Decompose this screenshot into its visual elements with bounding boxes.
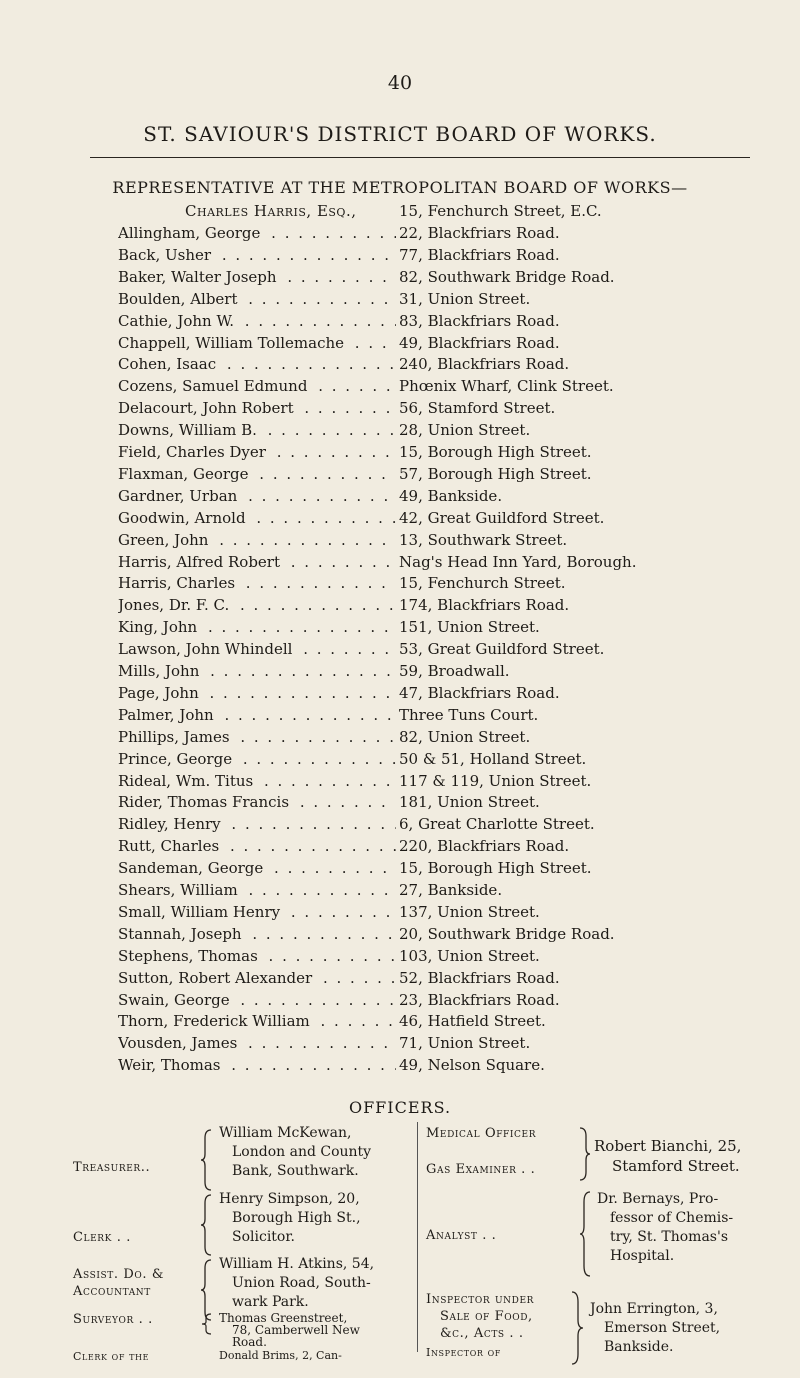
member-name-text: Page, John (118, 684, 203, 702)
member-row (0, 443, 800, 464)
member-name (118, 377, 396, 395)
member-row (0, 509, 800, 530)
medical-officer-label: Medical Officer (426, 1126, 537, 1141)
member-row (0, 312, 800, 333)
member-name (118, 509, 396, 527)
member-name-text: Baker, Walter Joseph (118, 268, 281, 286)
analyst-line-2: fessor of Chemis- (610, 1210, 734, 1226)
member-name-text: Palmer, John (118, 706, 218, 724)
treasurer-label: Treasurer.. (73, 1160, 151, 1175)
member-name-text: King, John (118, 618, 201, 636)
member-name (118, 334, 396, 352)
member-name-text: Cozens, Samuel Edmund (118, 377, 311, 395)
member-address: 137, Union Street. (399, 902, 540, 921)
treasurer-line-3: Bank, Southwark. (232, 1163, 359, 1179)
member-address: 28, Union Street. (399, 421, 531, 440)
member-name-text: Stannah, Joseph (118, 925, 246, 943)
member-name-text: Boulden, Albert (118, 290, 242, 308)
member-name (118, 443, 396, 461)
member-address: 52, Blackfriars Road. (399, 968, 560, 987)
representative-address: 15, Fenchurch Street, E.C. (399, 202, 602, 220)
section-heading-officers: OFFICERS. (348, 1098, 452, 1117)
analyst-brace (579, 1190, 593, 1278)
member-name-text: Mills, John (118, 662, 203, 680)
member-address: 240, Blackfriars Road. (399, 355, 570, 374)
member-row (0, 881, 800, 902)
member-name (118, 925, 396, 943)
gas-examiner-label: Gas Examiner . . (426, 1162, 536, 1177)
member-row (0, 815, 800, 836)
assistant-line-2: Union Road, South- (232, 1275, 371, 1291)
member-name-text: Rider, Thomas Francis (118, 793, 293, 811)
clerk-label: Clerk . . (73, 1230, 131, 1245)
member-row (0, 662, 800, 683)
clerk-line-2: Borough High St., (232, 1210, 361, 1226)
member-name-text: Flaxman, George (118, 465, 253, 483)
member-address: 82, Union Street. (399, 727, 531, 746)
member-row (0, 684, 800, 705)
member-address: Three Tuns Court. (399, 705, 539, 724)
member-row (0, 574, 800, 595)
member-name (118, 596, 396, 614)
member-name-text: Harris, Charles (118, 574, 239, 592)
member-name-text: Sutton, Robert Alexander (118, 969, 316, 987)
member-row (0, 991, 800, 1012)
member-name (118, 1056, 396, 1074)
member-name-text: Phillips, James (118, 728, 234, 746)
member-name (118, 553, 396, 571)
member-name-text: Weir, Thomas (118, 1056, 225, 1074)
member-name (118, 531, 396, 549)
assistant-clerk-label-2: Accountant (73, 1284, 151, 1299)
inspector-line-1: John Errington, 3, (590, 1301, 718, 1317)
member-address: 15, Borough High Street. (399, 859, 592, 878)
section-heading-representative: REPRESENTATIVE AT THE METROPOLITAN BOARD OF WORKS— (112, 178, 688, 197)
member-address: 174, Blackfriars Road. (399, 596, 570, 615)
clerk-of-works-label-1: Clerk of the (73, 1350, 150, 1363)
member-name-text: Field, Charles Dyer (118, 443, 270, 461)
member-row (0, 465, 800, 486)
member-name (118, 290, 396, 308)
inspector-food-label-3: &c., Acts . . (440, 1326, 524, 1341)
member-address: 220, Blackfriars Road. (399, 837, 570, 856)
member-name-text: Rideal, Wm. Titus (118, 772, 257, 790)
member-address: 103, Union Street. (399, 946, 540, 965)
member-name-text: Swain, George (118, 991, 234, 1009)
inspector-line-2: Emerson Street, (604, 1320, 721, 1336)
member-name (118, 991, 396, 1009)
inspector-food-label-1: Inspector under (426, 1292, 534, 1307)
member-row (0, 1012, 800, 1033)
member-name (118, 662, 396, 680)
surveyor-line-3: Road. (232, 1335, 267, 1349)
member-row (0, 947, 800, 968)
member-address: 151, Union Street. (399, 618, 540, 637)
analyst-line-3: try, St. Thomas's (610, 1229, 729, 1245)
member-address: 42, Great Guildford Street. (399, 508, 605, 527)
member-address: 31, Union Street. (399, 289, 531, 308)
member-address: 49, Bankside. (399, 486, 503, 505)
assistant-clerk-label-1: Assist. Do. & (73, 1267, 164, 1282)
member-address: 77, Blackfriars Road. (399, 245, 560, 264)
member-address: 181, Union Street. (399, 793, 540, 812)
member-name-text: Allingham, George (118, 224, 264, 242)
page-number: 40 (387, 72, 413, 94)
surveyor-line-2: 78, Camberwell New (232, 1323, 360, 1337)
treasurer-line-2: London and County (232, 1144, 372, 1160)
member-name (118, 399, 396, 417)
member-name (118, 881, 396, 899)
member-row (0, 640, 800, 661)
member-row (0, 290, 800, 311)
member-address: 20, Southwark Bridge Road. (399, 924, 615, 943)
member-name (118, 903, 396, 921)
member-row (0, 772, 800, 793)
member-name (118, 465, 396, 483)
inspector-food-label-2: Sale of Food, (440, 1309, 533, 1324)
member-name (118, 837, 396, 855)
member-name-text: Sandeman, George (118, 859, 267, 877)
member-name (118, 355, 396, 373)
member-address: 15, Borough High Street. (399, 443, 592, 461)
surveyor-label: Surveyor . . (73, 1312, 153, 1327)
member-address: 71, Union Street. (399, 1034, 531, 1053)
member-name-text: Thorn, Frederick William (118, 1012, 314, 1030)
member-row (0, 1034, 800, 1055)
member-name (118, 947, 396, 965)
clerk-line-3: Solicitor. (232, 1229, 295, 1245)
member-name-text: Back, Usher (118, 246, 215, 264)
member-name-text: Gardner, Urban (118, 487, 241, 505)
medical-gas-officer-line-1: Robert Bianchi, 25, (594, 1137, 742, 1155)
clerk-of-works-line-1: Donald Brims, 2, Can- (219, 1349, 342, 1362)
member-address: 13, Southwark Street. (399, 530, 568, 549)
officers-column-divider (417, 1122, 418, 1352)
member-name (118, 969, 396, 987)
member-row (0, 728, 800, 749)
member-name (118, 246, 396, 264)
member-name-text: Cathie, John W. (118, 312, 238, 330)
member-address: 82, Southwark Bridge Road. (399, 267, 615, 286)
member-name (118, 640, 396, 658)
treasurer-line-1: William McKewan, (219, 1125, 352, 1141)
member-address: 23, Blackfriars Road. (399, 990, 560, 1009)
member-address: 47, Blackfriars Road. (399, 683, 560, 702)
member-row (0, 903, 800, 924)
member-name-text: Rutt, Charles (118, 837, 223, 855)
inspector-brace (571, 1290, 585, 1366)
member-name (118, 859, 396, 877)
member-row (0, 793, 800, 814)
representative-name: Charles Harris, Esq., (185, 202, 357, 220)
member-name-text: Shears, William (118, 881, 242, 899)
member-row (0, 355, 800, 376)
member-name-text: Harris, Alfred Robert (118, 553, 284, 571)
member-name (118, 706, 396, 724)
member-row (0, 859, 800, 880)
member-name (118, 487, 396, 505)
member-row (0, 837, 800, 858)
member-address: 22, Blackfriars Road. (399, 224, 560, 242)
member-address: 53, Great Guildford Street. (399, 640, 605, 659)
member-name-text: Delacourt, John Robert (118, 399, 298, 417)
member-row (0, 553, 800, 574)
member-address: 49, Blackfriars Road. (399, 333, 560, 352)
member-name-text: Downs, William B. (118, 421, 261, 439)
member-row (0, 487, 800, 508)
member-name (118, 684, 396, 702)
member-row (0, 224, 800, 245)
member-name-text: Ridley, Henry (118, 815, 225, 833)
member-row (0, 377, 800, 398)
member-address: 27, Bankside. (399, 881, 503, 899)
member-address: 56, Stamford Street. (399, 399, 556, 418)
member-row (0, 399, 800, 420)
member-row (0, 706, 800, 727)
member-address: 57, Borough High Street. (399, 464, 592, 483)
member-name (118, 618, 396, 636)
clerk-brace (200, 1193, 214, 1257)
member-name-text: Green, John (118, 531, 212, 549)
member-name (118, 728, 396, 746)
member-address: 6, Great Charlotte Street. (399, 815, 595, 834)
member-address: 59, Broadwall. (399, 662, 510, 680)
inspector-nuisances-label-1: Inspector of (426, 1346, 501, 1359)
member-name-text: Cohen, Isaac (118, 355, 220, 373)
member-row (0, 596, 800, 617)
analyst-line-1: Dr. Bernays, Pro- (597, 1191, 719, 1207)
member-name-text: Goodwin, Arnold (118, 509, 250, 527)
medical-gas-brace (579, 1126, 591, 1182)
medical-gas-officer-line-2: Stamford Street. (612, 1157, 740, 1175)
member-name (118, 815, 396, 833)
member-address: 83, Blackfriars Road. (399, 311, 560, 330)
member-address: 15, Fenchurch Street. (399, 574, 566, 593)
analyst-line-4: Hospital. (610, 1248, 675, 1264)
member-name-text: Vousden, James (118, 1034, 241, 1052)
member-row (0, 334, 800, 355)
member-name (118, 750, 396, 768)
member-row (0, 421, 800, 442)
member-name (118, 574, 396, 592)
analyst-label: Analyst . . (426, 1228, 497, 1243)
member-name-text: Jones, Dr. F. C. (118, 596, 233, 614)
treasurer-brace (200, 1128, 214, 1192)
member-address: 49, Nelson Square. (399, 1056, 545, 1075)
member-row (0, 531, 800, 552)
member-address: 46, Hatfield Street. (399, 1012, 546, 1031)
member-name (118, 772, 396, 790)
assistant-line-1: William H. Atkins, 54, (219, 1256, 375, 1272)
inspector-line-3: Bankside. (604, 1339, 674, 1355)
representative-entry (185, 202, 602, 220)
member-row (0, 750, 800, 771)
member-name (118, 224, 396, 242)
surveyor-brace (200, 1313, 214, 1335)
member-address: Phœnix Wharf, Clink Street. (399, 377, 614, 396)
member-name-text: Prince, George (118, 750, 236, 768)
member-address: 117 & 119, Union Street. (399, 771, 592, 790)
member-name (118, 1012, 396, 1030)
page-title: ST. SAVIOUR'S DISTRICT BOARD OF WORKS. (143, 122, 657, 146)
member-row (0, 925, 800, 946)
member-name (118, 268, 396, 286)
member-row (0, 969, 800, 990)
member-address: 50 & 51, Holland Street. (399, 749, 587, 768)
member-name (118, 1034, 396, 1052)
member-row (0, 268, 800, 289)
member-row (0, 618, 800, 639)
member-name-text: Small, William Henry (118, 903, 284, 921)
member-row (0, 246, 800, 267)
member-name (118, 421, 396, 439)
surveyor-line-1: Thomas Greenstreet, (219, 1311, 348, 1325)
member-address: Nag's Head Inn Yard, Borough. (399, 552, 637, 571)
title-rule (90, 157, 750, 158)
assistant-line-3: wark Park. (232, 1294, 309, 1310)
member-name (118, 793, 396, 811)
member-name (118, 312, 396, 330)
member-name-text: Chappell, William Tollemache (118, 334, 348, 352)
clerk-line-1: Henry Simpson, 20, (219, 1191, 360, 1207)
member-name-text: Lawson, John Whindell (118, 640, 296, 658)
member-name-text: Stephens, Thomas (118, 947, 262, 965)
member-row (0, 1056, 800, 1077)
